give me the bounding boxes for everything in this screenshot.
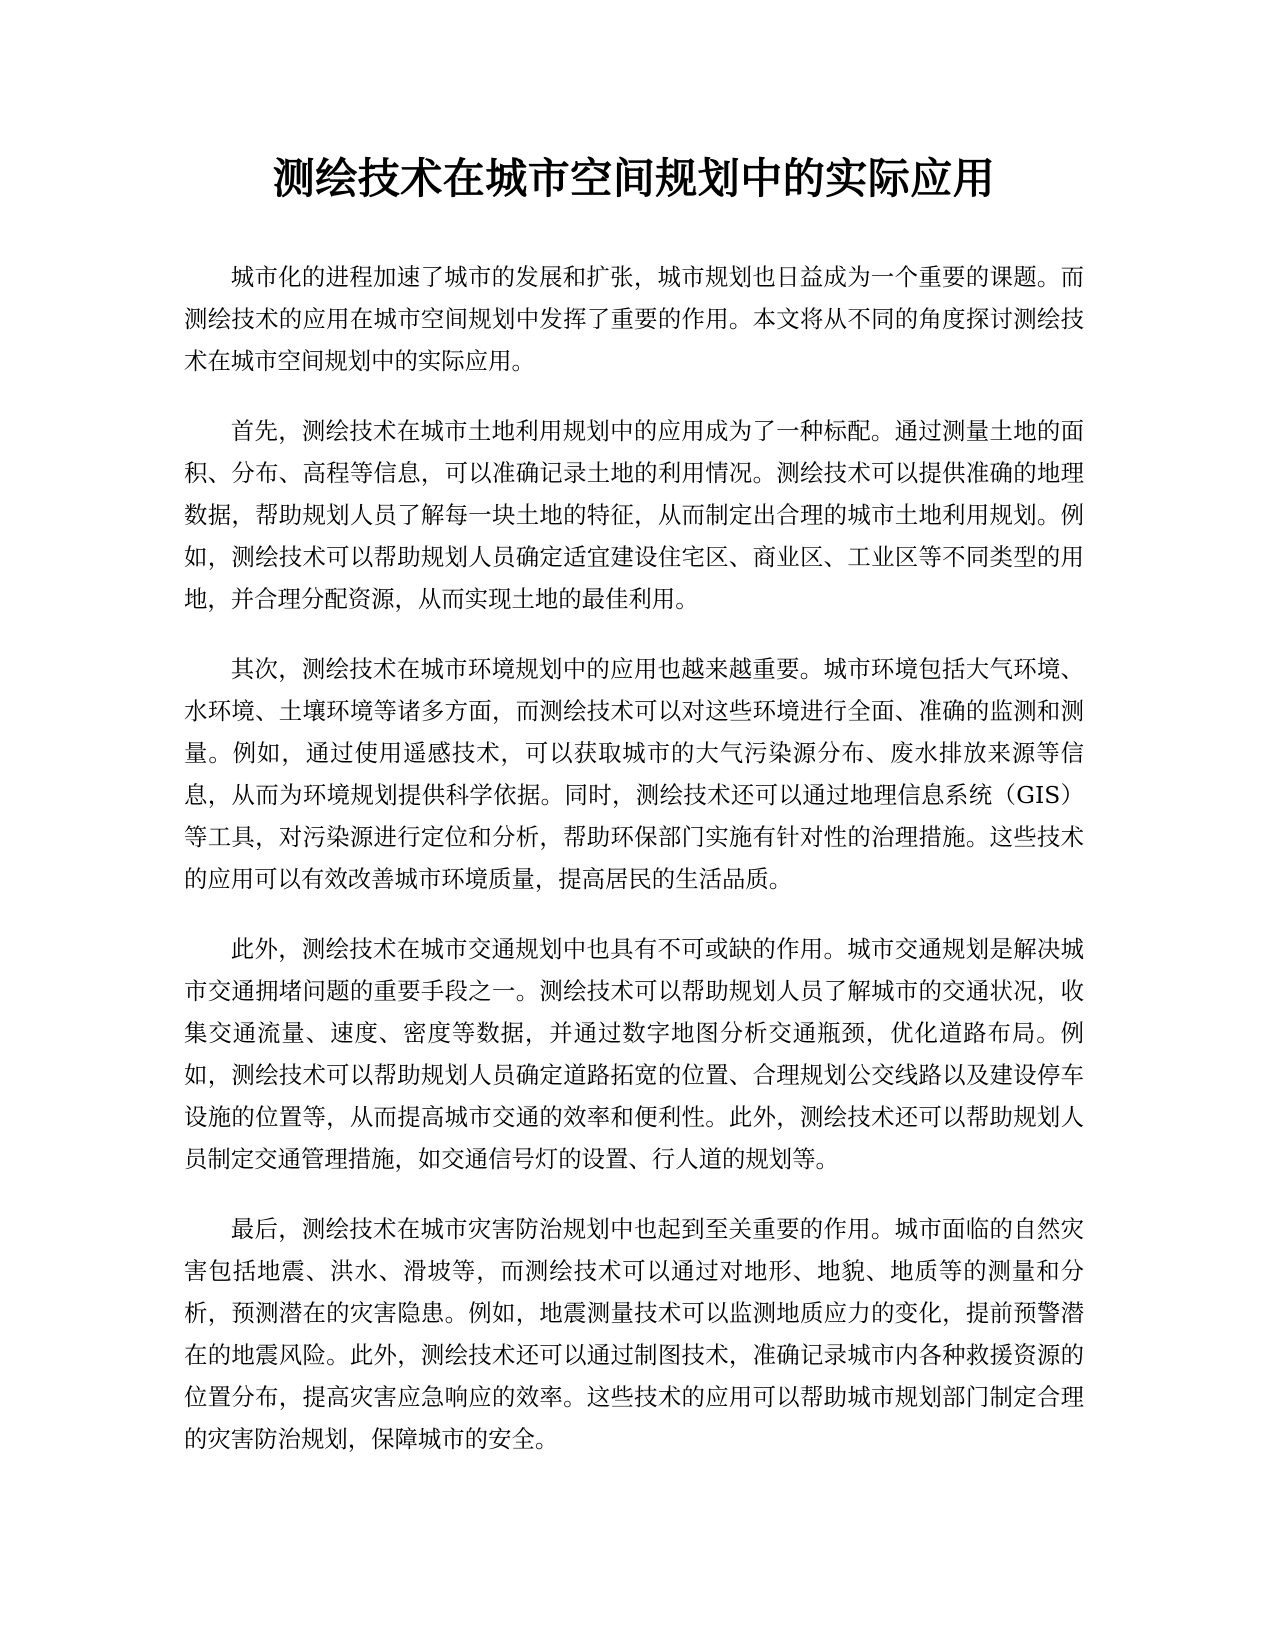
- document-title: 测绘技术在城市空间规划中的实际应用: [272, 154, 996, 203]
- paragraph-traffic: 此外，测绘技术在城市交通规划中也具有不可或缺的作用。城市交通规划是解决城市交通拥堵问题的重要手段之一。测绘技术可以帮助规划人员了解城市的交通状况，收集交通流量、速度、密度等数据，并通过数字地图分析交通瓶颈，优化道路布局。例如，测绘技术可以帮助规划人员确定道路拓宽的位置、合理规划公交线路以及建设停车设施的位置等，从而提高城市交通的效率和便利性。此外，测绘技术还可以帮助规划人员制定交通管理措施，如交通信号灯的设置、行人道的规划等。: [184, 935, 1084, 1173]
- paragraph-land-use: 首先，测绘技术在城市土地利用规划中的应用成为了一种标配。通过测量土地的面积、分布、高程等信息，可以准确记录土地的利用情况。测绘技术可以提供准确的地理数据，帮助规划人员了解每一块土地的特征，从而制定出合理的城市土地利用规划。例如，测绘技术可以帮助规划人员确定适宜建设住宅区、商业区、工业区等不同类型的用地，并合理分配资源，从而实现土地的最佳利用。: [184, 417, 1084, 613]
- paragraph-environment: 其次，测绘技术在城市环境规划中的应用也越来越重要。城市环境包括大气环境、水环境、土壤环境等诸多方面，而测绘技术可以对这些环境进行全面、准确的监测和测量。例如，通过使用遥感技术，可以获取城市的大气污染源分布、废水排放来源等信息，从而为环境规划提供科学依据。同时，测绘技术还可以通过地理信息系统（GIS）等工具，对污染源进行定位和分析，帮助环保部门实施有针对性的治理措施。这些技术的应用可以有效改善城市环境质量，提高居民的生活品质。: [184, 655, 1084, 893]
- paragraph-intro: 城市化的进程加速了城市的发展和扩张，城市规划也日益成为一个重要的课题。而测绘技术的应用在城市空间规划中发挥了重要的作用。本文将从不同的角度探讨测绘技术在城市空间规划中的实际应用。: [184, 263, 1084, 375]
- document-page: [184, 150, 1084, 1488]
- paragraph-disaster: 最后，测绘技术在城市灾害防治规划中也起到至关重要的作用。城市面临的自然灾害包括地震、洪水、滑坡等，而测绘技术可以通过对地形、地貌、地质等的测量和分析，预测潜在的灾害隐患。例如，地震测量技术可以监测地质应力的变化，提前预警潜在的地震风险。此外，测绘技术还可以通过制图技术，准确记录城市内各种救援资源的位置分布，提高灾害应急响应的效率。这些技术的应用可以帮助城市规划部门制定合理的灾害防治规划，保障城市的安全。: [184, 1215, 1084, 1453]
- document-body: [184, 256, 1084, 1460]
